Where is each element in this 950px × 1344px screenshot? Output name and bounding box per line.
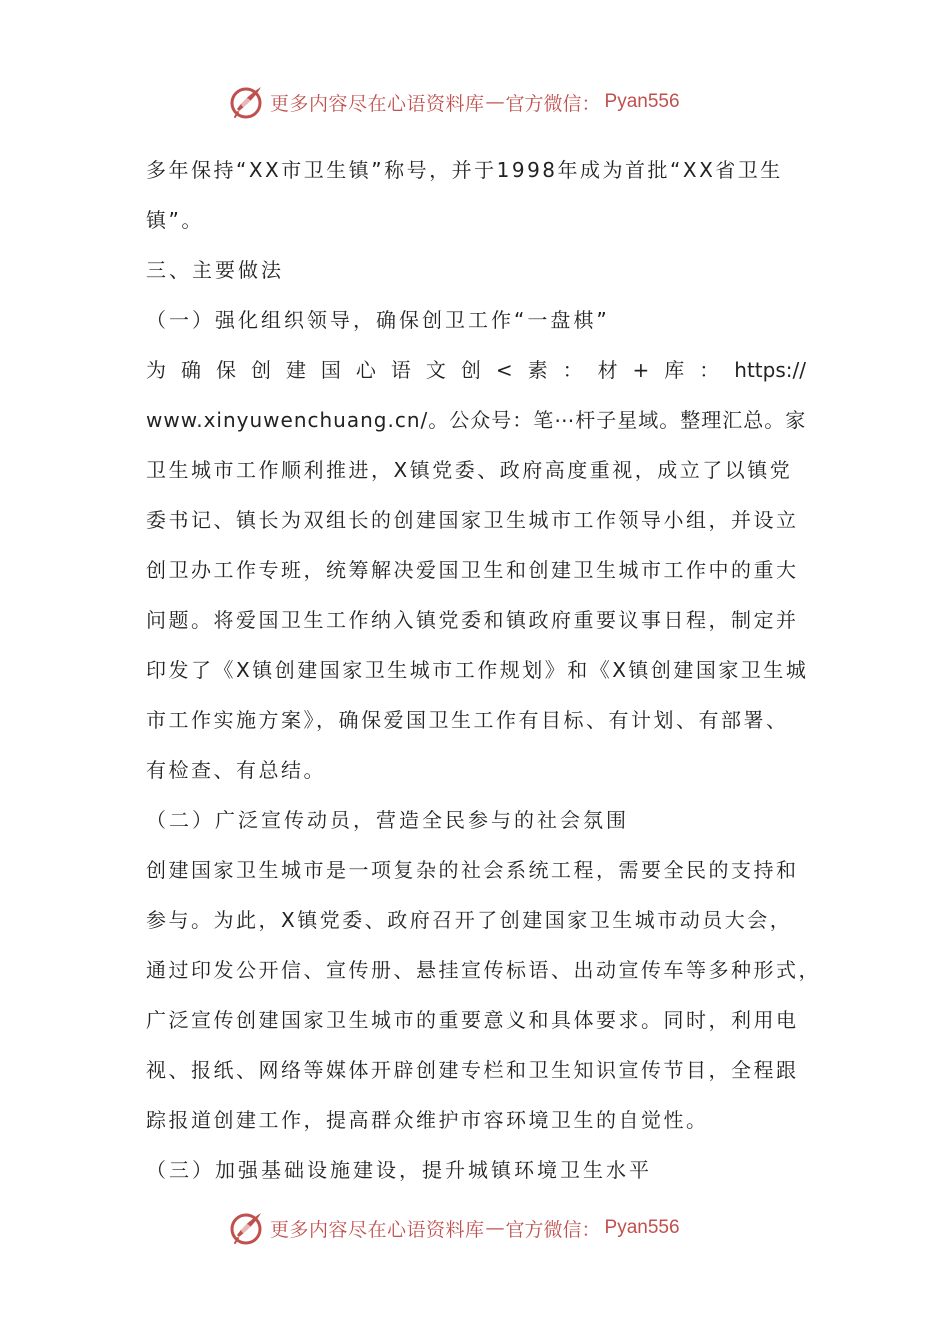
text-line: 踪报道创建工作，提高群众维护市容环境卫生的自觉性。	[146, 1108, 709, 1132]
subsection-heading: （二）广泛宣传动员，营造全民参与的社会氛围	[146, 808, 629, 832]
banner-title: 更多内容尽在心语资料库	[270, 92, 485, 115]
text-line: 委书记、镇长为双组长的创建国家卫生城市工作领导小组，并设立	[146, 508, 799, 532]
text-line: 卫生城市工作顺利推进，X镇党委、政府高度重视，成立了以镇党	[146, 458, 793, 482]
text-line: 镇”。	[146, 208, 204, 232]
section-heading: 三、主要做法	[146, 258, 284, 282]
text-line: 市工作实施方案》，确保爱国卫生工作有目标、有计划、有部署、	[146, 708, 789, 732]
spread-token: https://	[734, 358, 806, 382]
banner-dash: —	[485, 1217, 505, 1239]
text-line: 参与。为此，X镇党委、政府召开了创建国家卫生城市动员大会，	[146, 908, 793, 932]
text-line-spread	[146, 345, 806, 395]
banner-title: 更多内容尽在心语资料库	[270, 1218, 485, 1241]
banner-wechat-id: Pyan556	[604, 1217, 680, 1238]
spread-token: 国	[320, 358, 341, 382]
spread-token: 素	[527, 358, 548, 382]
text-line: 问题。将爱国卫生工作纳入镇党委和镇政府重要议事日程，制定并	[146, 608, 799, 632]
spread-token: 确	[180, 358, 201, 382]
banner-official-label: 官方微信：	[505, 1218, 601, 1241]
spread-token: ：	[562, 358, 583, 382]
text-line: 多年保持“XX市卫生镇”称号，并于1998年成为首批“XX省卫生	[146, 158, 783, 182]
text-line: 创卫办工作专班，统筹解决爱国卫生和创建卫生城市工作中的重大	[146, 558, 799, 582]
spread-token: 语	[390, 358, 411, 382]
footer-banner	[228, 1208, 680, 1248]
spread-token: +	[632, 358, 650, 382]
spread-token: 建	[285, 358, 306, 382]
spread-token: 材	[597, 358, 618, 382]
spread-token: <	[495, 358, 513, 382]
text-line: 创建国家卫生城市是一项复杂的社会系统工程，需要全民的支持和	[146, 858, 799, 882]
banner-official-label: 官方微信：	[505, 92, 601, 115]
text-line: 广泛宣传创建国家卫生城市的重要意义和具体要求。同时，利用电	[146, 1008, 799, 1032]
text-line: www.xinyuwenchuang.cn/。公众号：笔⋯杆子星域。整理汇总。家	[146, 408, 807, 432]
banner-wechat-id: Pyan556	[604, 91, 680, 112]
text-line: 印发了《X镇创建国家卫生城市工作规划》和《X镇创建国家卫生城	[146, 658, 809, 682]
document-body	[146, 145, 821, 1195]
banner-dash: —	[485, 91, 505, 113]
text-line: 通过印发公开信、宣传册、悬挂宣传标语、出动宣传车等多种形式，	[146, 958, 821, 982]
quill-pen-logo-icon	[228, 1210, 264, 1246]
spread-token: 保	[215, 358, 236, 382]
spread-token: 库	[664, 358, 685, 382]
subsection-heading: （三）加强基础设施建设，提升城镇环境卫生水平	[146, 1158, 652, 1182]
spread-token: 创	[460, 358, 481, 382]
spread-token: 心	[355, 358, 376, 382]
spread-token: 文	[425, 358, 446, 382]
spread-token: 为	[146, 358, 166, 382]
spread-token: ：	[699, 358, 720, 382]
text-line: 视、报纸、网络等媒体开辟创建专栏和卫生知识宣传节目，全程跟	[146, 1058, 799, 1082]
text-line: 有检查、有总结。	[146, 758, 326, 782]
subsection-heading: （一）强化组织领导，确保创卫工作“一盘棋”	[146, 308, 610, 332]
spread-token: 创	[250, 358, 271, 382]
quill-pen-logo-icon	[228, 84, 264, 120]
header-banner	[228, 82, 680, 122]
